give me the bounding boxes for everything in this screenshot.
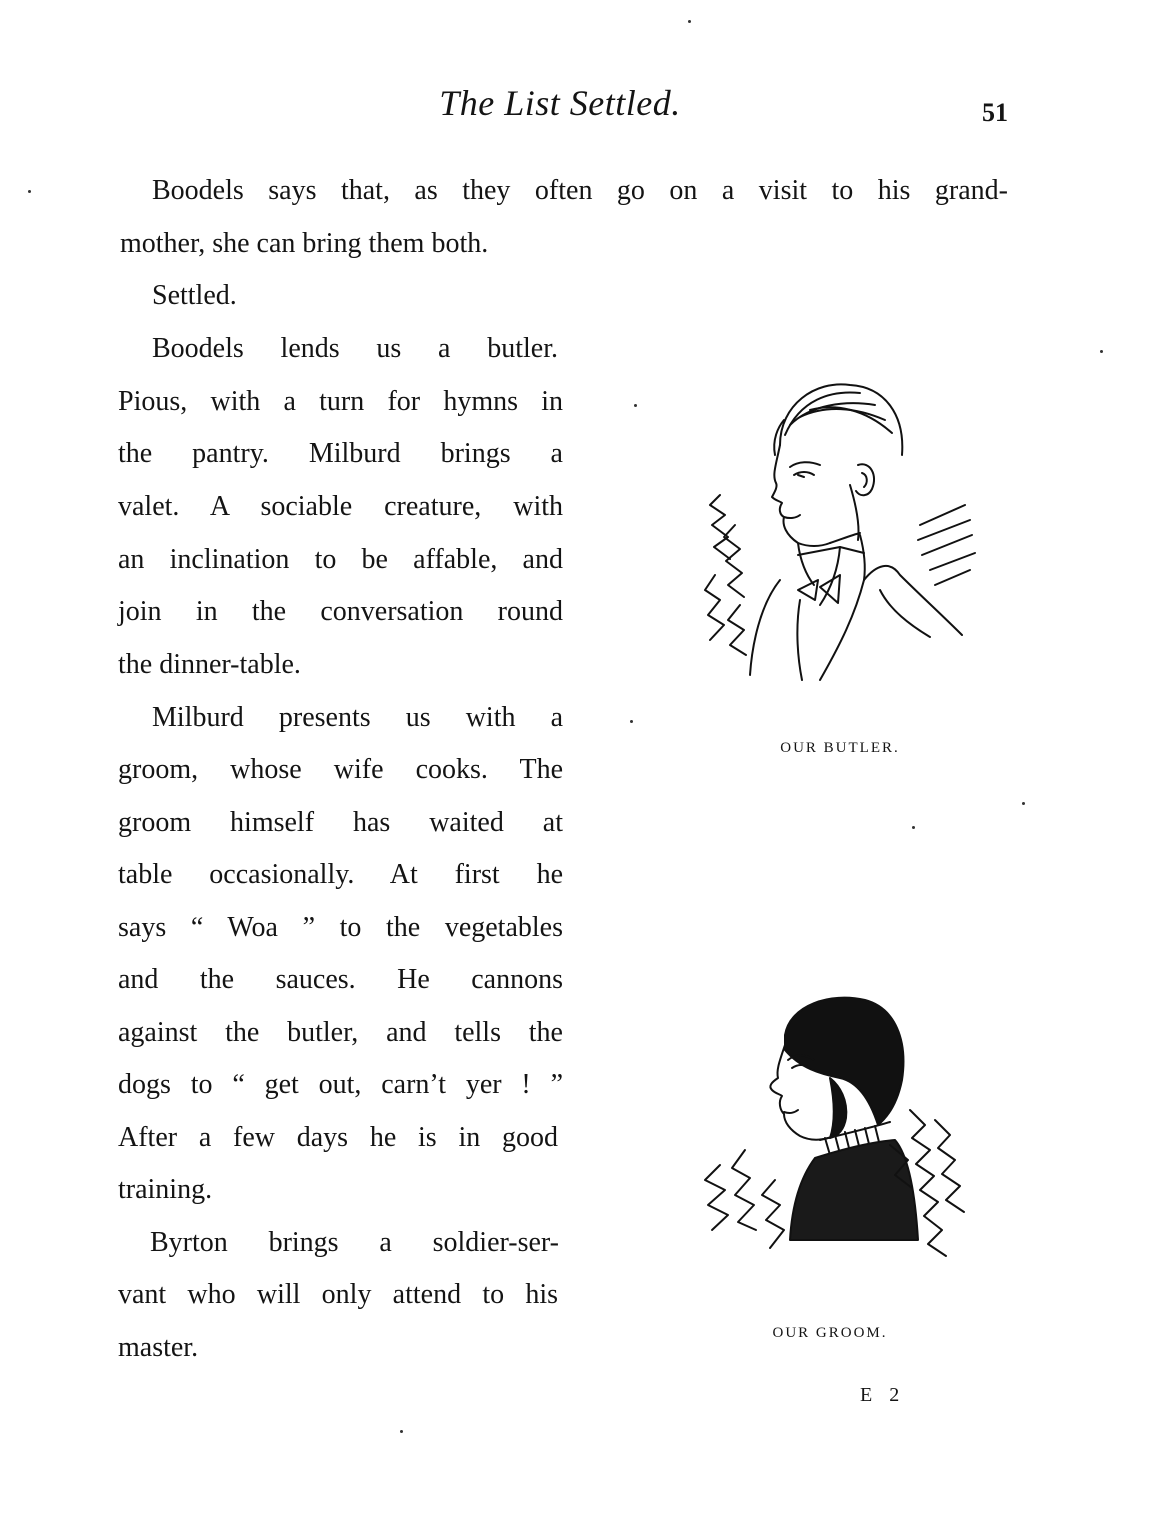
print-speck (1100, 350, 1103, 353)
text-line: Settled. (152, 280, 237, 311)
text-line: Boodels lends us a butler. (152, 333, 558, 364)
text-line: groom, whose wife cooks. The (118, 754, 563, 785)
text-line: against the butler, and tells the (118, 1017, 563, 1048)
text-line: Boodels says that, as they often go on a visit to his grand- (152, 175, 1008, 206)
text-line: training. (118, 1174, 213, 1205)
text-line: the dinner-table. (118, 649, 301, 680)
groom-caption: OUR GROOM. (772, 1325, 888, 1341)
butler-caption: OUR BUTLER. (780, 740, 900, 756)
print-speck (688, 20, 691, 23)
print-speck (634, 404, 637, 407)
text-line: says “ Woa ” to the vegetables (118, 912, 563, 943)
groom-illustration (680, 990, 980, 1280)
text-line: table occasionally. At first he (118, 859, 563, 890)
text-line: After a few days he is in good (118, 1122, 558, 1153)
print-speck (400, 1430, 403, 1433)
text-line: an inclination to be affable, and (118, 544, 563, 575)
print-speck (1022, 802, 1025, 805)
text-line: Milburd presents us with a (152, 702, 563, 733)
print-speck (630, 720, 633, 723)
text-line: mother, she can bring them both. (120, 228, 489, 259)
print-speck (912, 826, 915, 829)
text-line: Pious, with a turn for hymns in (118, 386, 563, 417)
text-line: the pantry. Milburd brings a (118, 438, 563, 469)
text-line: and the sauces. He cannons (118, 964, 563, 995)
text-line: groom himself has waited at (118, 807, 563, 838)
text-line: dogs to “ get out, carn’t yer ! ” (118, 1069, 563, 1100)
page-number: 51 (982, 98, 1008, 127)
text-line: valet. A sociable creature, with (118, 491, 563, 522)
text-line: vant who will only attend to his (118, 1279, 558, 1310)
text-line: master. (118, 1332, 199, 1363)
text-line: join in the conversation round (118, 596, 563, 627)
text-line: Byrton brings a soldier-ser- (150, 1227, 559, 1258)
signature-mark: E 2 (860, 1384, 906, 1406)
print-speck (28, 190, 31, 193)
running-title: The List Settled. (439, 83, 681, 123)
butler-illustration (680, 375, 980, 695)
